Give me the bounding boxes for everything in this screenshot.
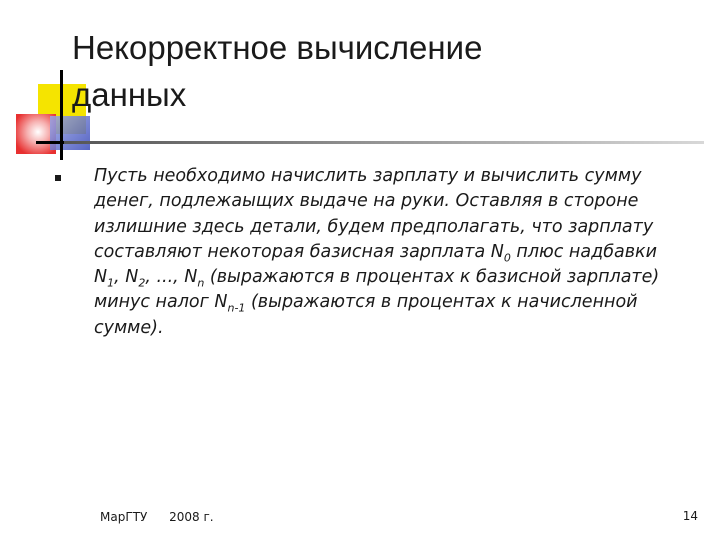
slide-title [72, 24, 632, 118]
logo-blue-square [50, 116, 90, 150]
title-line-2: данных [72, 76, 187, 113]
bullet-text-part-2: плюс надбавки N [94, 241, 657, 288]
bullet-text-part-4: , ..., N [145, 267, 198, 288]
bullet-text-part-3: , N [114, 267, 139, 288]
subscript-n-minus-1: n-1 [227, 301, 246, 315]
subscript-0: 0 [503, 251, 511, 265]
footer-org: МарГТУ [100, 510, 148, 524]
bullet-text-part-5: (выражаются в процентах к базисной зарплате) минус налог N [94, 267, 660, 313]
bullet-text-part-6: (выражаются в процентах к начисленной сумме). [94, 292, 638, 338]
subscript-n: n [197, 276, 205, 290]
footer [100, 510, 214, 524]
bullet-square-icon [55, 175, 61, 181]
title-line-1: Некорректное вычисление [72, 29, 483, 66]
bullet-text-part-1: Пусть необходимо начислить зарплату и вычислить сумму денег, подлежаыщих выдаче на руки. Оставляя в стороне излишние здесь детали, будем предполагать, что зарплату составляют некоторая базисная зарплата N [94, 166, 654, 262]
subscript-1: 1 [107, 276, 115, 290]
page-number: 14 [682, 509, 698, 523]
logo-vertical-line [60, 70, 63, 160]
bullet-text [94, 164, 684, 341]
footer-year: 2008 г. [169, 510, 214, 524]
subscript-2: 2 [138, 276, 146, 290]
title-underline [64, 141, 704, 144]
